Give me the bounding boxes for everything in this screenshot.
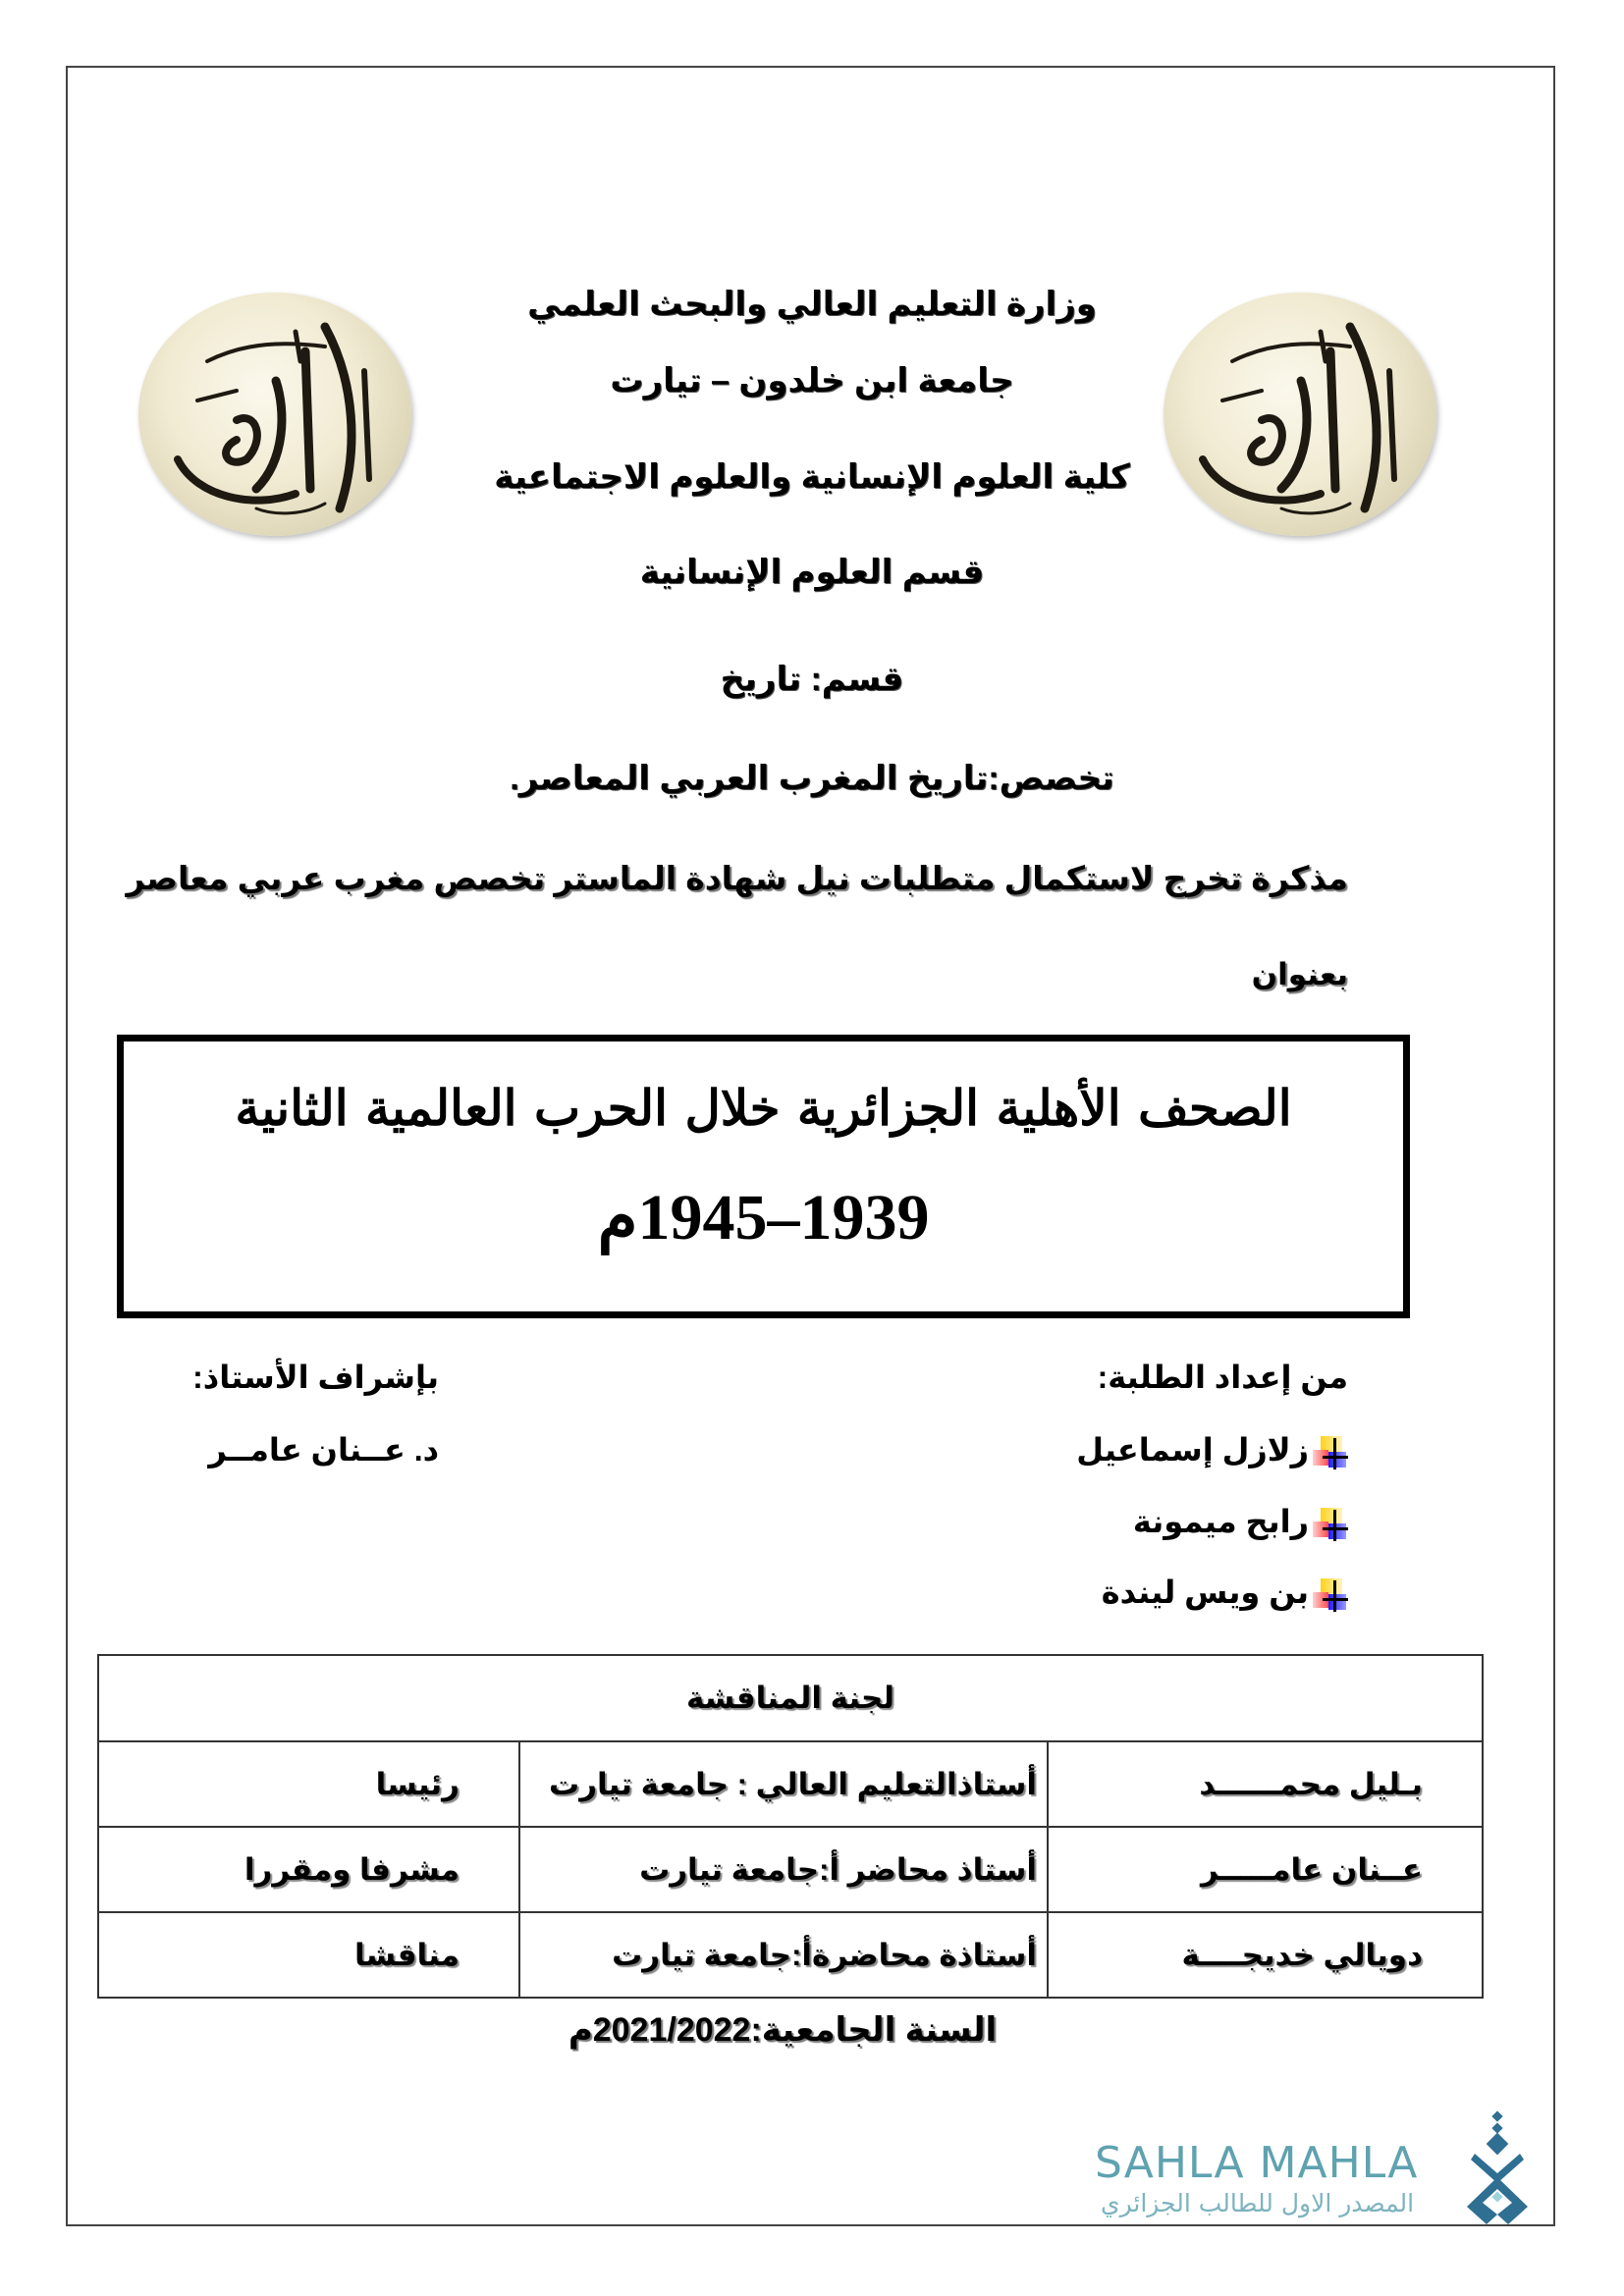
thesis-purpose: مذكرة تخرج لاستكمال متطلبات نيل شهادة الماستر تخصص مغرب عربي معاصر bbox=[126, 860, 1348, 896]
specialty-name: تخصص:تاريخ المغرب العربي المعاصر. bbox=[510, 760, 1114, 797]
member-rank: أستاذة محاضرةأ:جامعة تيارت bbox=[519, 1912, 1048, 1998]
calligraphy-logo-icon bbox=[1164, 293, 1436, 536]
calligraphy-logo-icon bbox=[138, 293, 411, 536]
member-name: عــنان عامـــــر bbox=[1048, 1827, 1483, 1912]
colored-plus-bullet-icon bbox=[1313, 1436, 1348, 1469]
supervisor-name: د. عــنان عامــر bbox=[208, 1432, 439, 1468]
student-item bbox=[1102, 1574, 1348, 1612]
thesis-title-box bbox=[117, 1035, 1410, 1318]
member-rank: أستاذالتعليم العالي : جامعة تيارت bbox=[519, 1741, 1048, 1827]
university-name: جامعة ابن خلدون – تيارت bbox=[610, 362, 1014, 400]
sahla-mahla-logo-icon bbox=[1463, 2109, 1532, 2226]
student-name: رابح ميمونة bbox=[1132, 1504, 1309, 1539]
section-name: قسم: تاريخ bbox=[720, 661, 904, 698]
department-name: قسم العلوم الإنسانية bbox=[639, 554, 985, 591]
table-row bbox=[98, 1827, 1483, 1912]
member-rank: أستاذ محاضر أ:جامعة تيارت bbox=[519, 1827, 1048, 1912]
member-role: مناقشا bbox=[98, 1912, 519, 1998]
students-label: من إعداد الطلبة: bbox=[1097, 1360, 1348, 1395]
titled-label: بعنوان bbox=[1251, 957, 1348, 991]
committee-table bbox=[97, 1654, 1484, 1999]
university-logo-left bbox=[138, 293, 411, 536]
member-name: دويالي خديجــــة bbox=[1048, 1912, 1483, 1998]
table-row bbox=[98, 1741, 1483, 1827]
supervisor-label: بإشراف الأستاذ: bbox=[192, 1360, 439, 1395]
academic-year: السنة الجامعية:2021/2022م bbox=[568, 2011, 998, 2049]
student-item bbox=[1076, 1431, 1348, 1469]
ministry-name: وزارة التعليم العالي والبحث العلمي bbox=[527, 286, 1097, 323]
colored-plus-bullet-icon bbox=[1313, 1578, 1348, 1612]
thesis-title: الصحف الأهلية الجزائرية خلال الحرب العالمية الثانية bbox=[235, 1079, 1292, 1137]
thesis-period: 1939–1945م bbox=[597, 1182, 930, 1254]
committee-title: لجنة المناقشة bbox=[98, 1655, 1483, 1741]
student-name: زلازل إسماعيل bbox=[1076, 1432, 1309, 1468]
member-role: رئيسا bbox=[98, 1741, 519, 1827]
student-item bbox=[1133, 1503, 1348, 1541]
watermark-tagline: المصدر الاول للطالب الجزائري bbox=[1101, 2189, 1415, 2217]
table-row bbox=[98, 1912, 1483, 1998]
watermark-brand: SAHLA MAHLA bbox=[1095, 2138, 1419, 2188]
university-logo-right bbox=[1164, 293, 1436, 536]
faculty-name: كلية العلوم الإنسانية والعلوم الاجتماعية bbox=[494, 458, 1130, 496]
sahla-mahla-watermark bbox=[1095, 2120, 1527, 2223]
member-name: بـليل محمــــــد bbox=[1048, 1741, 1483, 1827]
student-name: بن ويس ليندة bbox=[1101, 1575, 1309, 1610]
member-role: مشرفا ومقررا bbox=[98, 1827, 519, 1912]
colored-plus-bullet-icon bbox=[1313, 1508, 1348, 1541]
